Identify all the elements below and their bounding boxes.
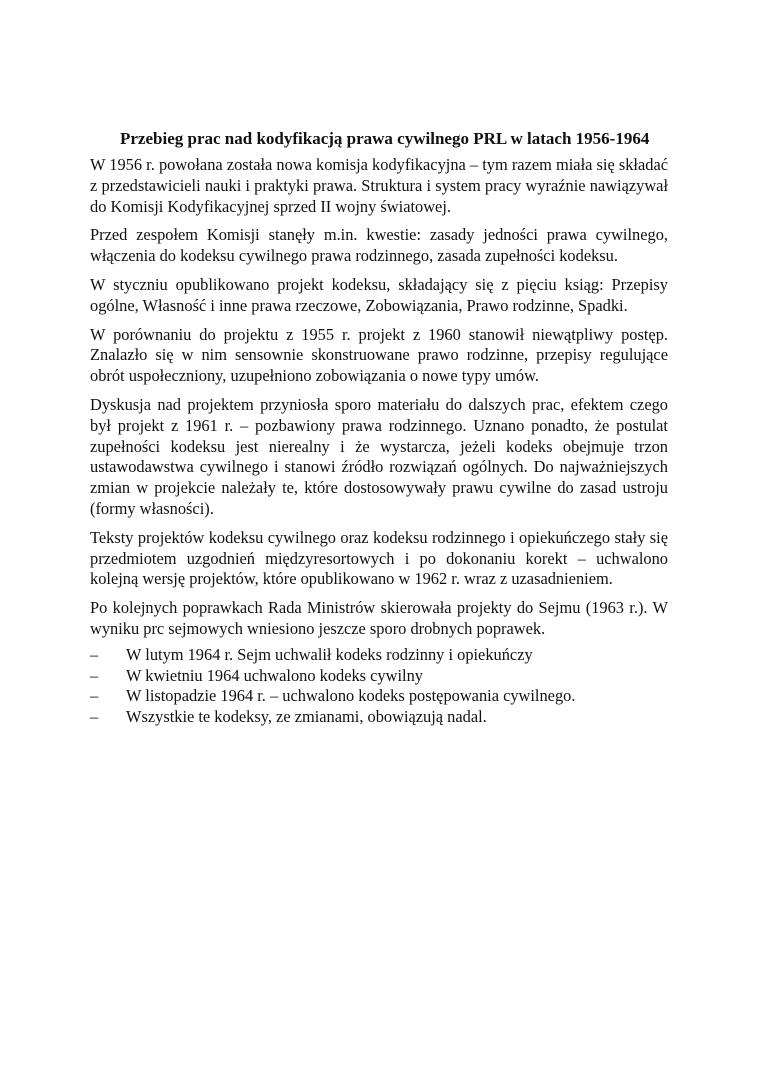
list-item xyxy=(90,707,668,728)
list-item-text: W kwietniu 1964 uchwalono kodeks cywilny xyxy=(126,665,423,685)
list-dash: – xyxy=(90,707,99,727)
list-item xyxy=(90,666,668,687)
list-item-text: Wszystkie te kodeksy, ze zmianami, obowiązują nadal. xyxy=(126,707,487,727)
list-item-text: W lutym 1964 r. Sejm uchwalił kodeks rodzinny i opiekuńczy xyxy=(126,644,533,664)
enactment-list xyxy=(90,645,668,728)
paragraph-draft-books: W styczniu opublikowano projekt kodeksu, składający się z pięciu ksiąg: Przepisy ogólne, Własność i inne prawa rzeczowe, Zobowiązania, Prawo rodzinne, Spadki. xyxy=(90,274,668,315)
list-item xyxy=(90,645,668,666)
paragraph-commission-1956: W 1956 r. powołana została nowa komisja kodyfikacyjna – tym razem miała się składać z przedstawicieli nauki i praktyki prawa. Struktura i system pracy wyraźnie nawiązywał do Komisji Kodyfikacyjnej sprzed II wojny światowej. xyxy=(90,155,668,216)
list-item xyxy=(90,686,668,707)
paragraph-1962-publication: Teksty projektów kodeksu cywilnego oraz kodeksu rodzinnego i opiekuńczego stały się przedmiotem uzgodnień międzyresortowych i po dokonaniu korekt – uchwalono kolejną wersję projektów, które opublikowano w 1962 r. wraz z uzasadnieniem. xyxy=(90,527,668,589)
list-dash: – xyxy=(90,644,99,664)
paragraph-1961-draft: Dyskusja nad projektem przyniosła sporo materiału do dalszych prac, efektem czego był projekt z 1961 r. – pozbawiony prawa rodzinnego. Uznano ponadto, że postulat zupełności kodeksu jest nierealny i że wystarcza, jeżeli kodeks obejmuje trzon ustawodawstwa cywilnego i stanowi źródło rozwiązań ogólnych. Do najważniejszych zmian w projekcie należały te, które dostosowywały prawu cywilne do zasad ustroju (formy własności). xyxy=(90,394,668,518)
list-dash: – xyxy=(90,665,99,685)
paragraph-commission-issues: Przed zespołem Komisji stanęły m.in. kwestie: zasady jedności prawa cywilnego, włączenia do kodeksu cywilnego prawa rodzinnego, zasada zupełności kodeksu. xyxy=(90,225,668,266)
document-title: Przebieg prac nad kodyfikacją prawa cywilnego PRL w latach 1956-1964 xyxy=(120,129,650,148)
paragraph-sejm-referral: Po kolejnych poprawkach Rada Ministrów skierowała projekty do Sejmu (1963 r.). W wyniku prc sejmowych wniesiono jeszcze sporo drobnych poprawek. xyxy=(90,598,668,638)
paragraph-1960-draft: W porównaniu do projektu z 1955 r. projekt z 1960 stanowił niewątpliwy postęp. Znalazło się w nim sensownie skonstruowane prawo rodzinne, przepisy regulujące obrót uspołeczniony, uzupełniono zobowiązania o nowe typy umów. xyxy=(90,324,668,386)
document-body xyxy=(90,128,668,728)
list-item-text: W listopadzie 1964 r. – uchwalono kodeks postępowania cywilnego. xyxy=(126,686,576,706)
list-dash: – xyxy=(90,686,99,706)
